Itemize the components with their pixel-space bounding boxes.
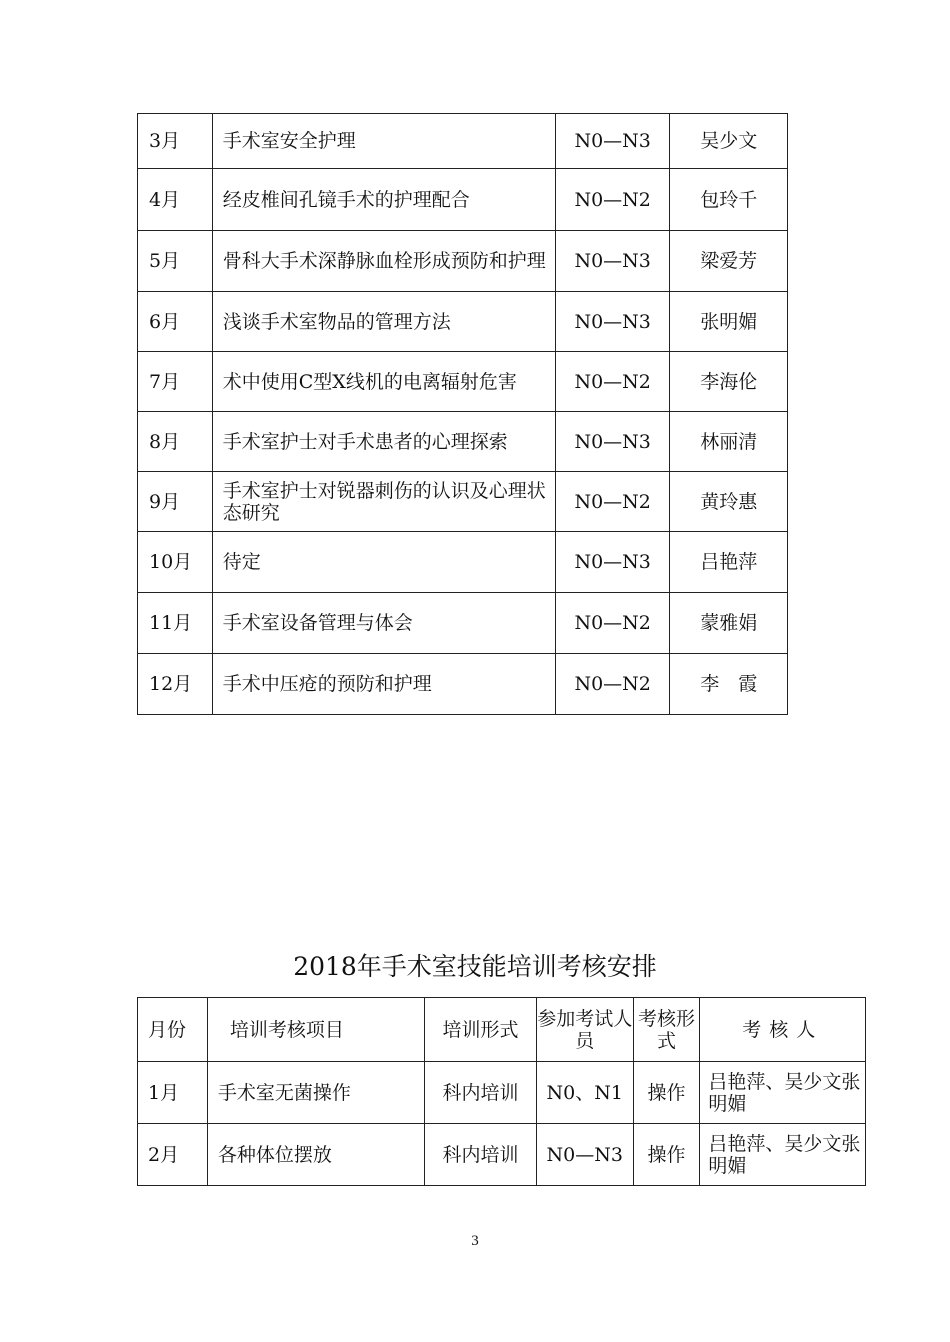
training-schedule-table — [137, 113, 788, 715]
table-row — [138, 472, 788, 532]
page-number: 3 — [471, 1233, 479, 1249]
speaker-cell: 林丽清 — [670, 412, 788, 472]
table-row — [138, 1062, 866, 1124]
month-cell: 4月 — [138, 169, 213, 231]
topic-cell: 手术室护士对锐器刺伤的认识及心理状态研究 — [212, 472, 555, 532]
topic-cell: 手术室安全护理 — [212, 114, 555, 169]
level-cell: N0—N2 — [555, 472, 669, 532]
level-cell: N0—N3 — [555, 532, 669, 593]
level-cell: N0—N2 — [555, 169, 669, 231]
speaker-cell: 李海伦 — [670, 352, 788, 412]
level-cell: N0—N2 — [555, 593, 669, 654]
participants-cell: N0、N1 — [536, 1062, 633, 1124]
topic-cell: 手术中压疮的预防和护理 — [212, 654, 555, 715]
level-cell: N0—N2 — [555, 654, 669, 715]
month-cell: 9月 — [138, 472, 213, 532]
speaker-cell: 蒙雅娟 — [670, 593, 788, 654]
level-cell: N0—N3 — [555, 292, 669, 352]
assessment-title: 2018年手术室技能培训考核安排 — [293, 952, 657, 981]
header-examiner: 考核人 — [700, 998, 866, 1062]
examiner-cell: 吕艳萍、吴少文张明媚 — [700, 1124, 866, 1186]
header-exam-form: 考核形式 — [633, 998, 700, 1062]
topic-cell: 浅谈手术室物品的管理方法 — [212, 292, 555, 352]
speaker-cell: 吴少文 — [670, 114, 788, 169]
item-cell: 手术室无菌操作 — [207, 1062, 424, 1124]
speaker-cell: 梁爱芳 — [670, 231, 788, 292]
exam-form-cell: 操作 — [633, 1124, 700, 1186]
speaker-cell: 张明媚 — [670, 292, 788, 352]
month-cell: 2月 — [138, 1124, 208, 1186]
topic-cell: 术中使用C型X线机的电离辐射危害 — [212, 352, 555, 412]
header-participants: 参加考试人员 — [536, 998, 633, 1062]
topic-cell: 手术室护士对手术患者的心理探索 — [212, 412, 555, 472]
level-cell: N0—N2 — [555, 352, 669, 412]
month-cell: 11月 — [138, 593, 213, 654]
topic-cell: 骨科大手术深静脉血栓形成预防和护理 — [212, 231, 555, 292]
participants-cell: N0—N3 — [536, 1124, 633, 1186]
item-cell: 各种体位摆放 — [207, 1124, 424, 1186]
topic-cell: 手术室设备管理与体会 — [212, 593, 555, 654]
table-row — [138, 352, 788, 412]
month-cell: 7月 — [138, 352, 213, 412]
header-month: 月份 — [138, 998, 208, 1062]
skills-assessment-table — [137, 997, 866, 1186]
speaker-cell: 包玲千 — [670, 169, 788, 231]
header-row — [138, 998, 866, 1062]
table-row — [138, 532, 788, 593]
month-cell: 1月 — [138, 1062, 208, 1124]
form-cell: 科内培训 — [425, 1062, 537, 1124]
table-row — [138, 114, 788, 169]
table-row — [138, 593, 788, 654]
table-row — [138, 231, 788, 292]
examiner-cell: 吕艳萍、吴少文张明媚 — [700, 1062, 866, 1124]
level-cell: N0—N3 — [555, 412, 669, 472]
level-cell: N0—N3 — [555, 114, 669, 169]
speaker-cell: 黄玲惠 — [670, 472, 788, 532]
month-cell: 5月 — [138, 231, 213, 292]
month-cell: 12月 — [138, 654, 213, 715]
form-cell: 科内培训 — [425, 1124, 537, 1186]
month-cell: 10月 — [138, 532, 213, 593]
topic-cell: 经皮椎间孔镜手术的护理配合 — [212, 169, 555, 231]
month-cell: 6月 — [138, 292, 213, 352]
table-row — [138, 654, 788, 715]
header-form: 培训形式 — [425, 998, 537, 1062]
speaker-cell: 吕艳萍 — [670, 532, 788, 593]
month-cell: 3月 — [138, 114, 213, 169]
exam-form-cell: 操作 — [633, 1062, 700, 1124]
month-cell: 8月 — [138, 412, 213, 472]
table-row — [138, 1124, 866, 1186]
level-cell: N0—N3 — [555, 231, 669, 292]
header-item: 培训考核项目 — [207, 998, 424, 1062]
speaker-cell: 李 霞 — [670, 654, 788, 715]
table-row — [138, 412, 788, 472]
table-row — [138, 169, 788, 231]
topic-cell: 待定 — [212, 532, 555, 593]
table-row — [138, 292, 788, 352]
